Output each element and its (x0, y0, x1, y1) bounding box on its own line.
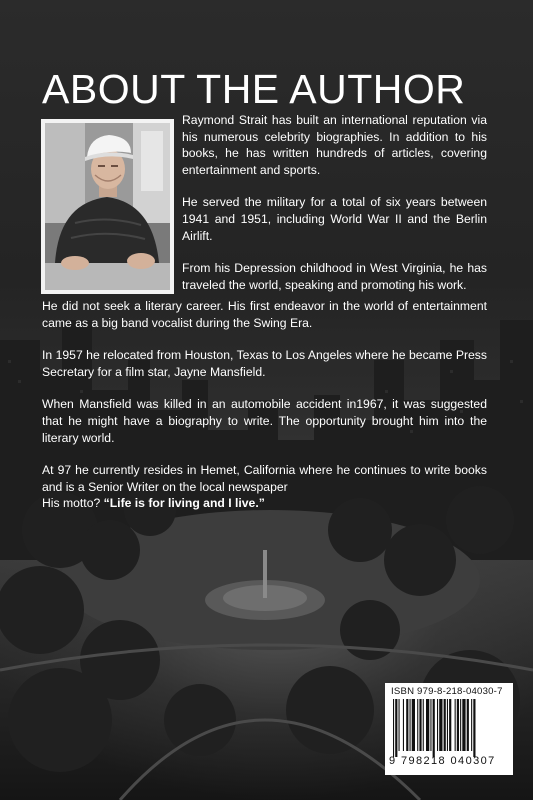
barcode-bar (393, 699, 394, 757)
bio-paragraph: Raymond Strait has built an international reputation via his numerous celebrity biographies. In addition to his books, he has written hundreds of articles, covering entertainment and sports. (182, 113, 487, 177)
bio-paragraph: He did not seek a literary career. His first endeavor in the world of entertainment came as a big band vocalist during the Swing Era. (42, 299, 487, 330)
barcode-bar (449, 699, 451, 751)
barcode-bar (417, 699, 418, 751)
bio-paragraph: From his Depression childhood in West Virginia, he has traveled the world, speaking and promoting his work. (182, 261, 487, 292)
barcode-bar (419, 699, 421, 751)
barcode-bar (467, 699, 469, 751)
barcode-bar (460, 699, 461, 751)
barcode-bar (473, 699, 475, 757)
barcode-digits: 9 798218 040307 (389, 755, 496, 767)
author-bio-side (182, 112, 487, 309)
barcode-bar (395, 699, 397, 757)
motto-prefix: His motto? (42, 496, 104, 511)
isbn-barcode (385, 683, 513, 775)
barcode-bar (403, 699, 404, 751)
motto-line (42, 495, 487, 512)
barcode-bar (412, 699, 415, 751)
barcode-bar (444, 699, 446, 751)
barcode-bar (423, 699, 424, 751)
bio-paragraph: He served the military for a total of six years between 1941 and 1951, including World War II and the Berlin Airlift. (182, 195, 487, 243)
bio-paragraph: In 1957 he relocated from Houston, Texas to Los Angeles where he became Press Secretary for a film star, Jayne Mansfield. (42, 348, 487, 379)
author-photo (41, 119, 174, 294)
barcode-bar (471, 699, 472, 751)
barcode-bar (447, 699, 448, 751)
barcode-icon (389, 699, 509, 757)
barcode-bar (433, 699, 435, 757)
barcode-bar (457, 699, 459, 751)
bio-paragraph: When Mansfield was killed in an automobile accident in1967, it was suggested that he might have a biography to write. The opportunity brought him into the literary world. (42, 397, 487, 445)
barcode-bar (399, 699, 400, 751)
barcode-bar (410, 699, 411, 751)
barcode-bar (430, 699, 431, 751)
page-title: ABOUT THE AUTHOR (42, 66, 466, 112)
author-motto: “Life is for living and I live.” (103, 496, 265, 511)
barcode-bar (437, 699, 438, 751)
barcode-bar (455, 699, 456, 751)
bio-paragraph: At 97 he currently resides in Hemet, California where he continues to write books and is a Senior Writer on the local newspaper (42, 463, 487, 494)
barcode-bar (439, 699, 442, 751)
author-bio-main (42, 298, 487, 512)
author-portrait-icon (45, 123, 170, 290)
barcode-bar (426, 699, 429, 751)
isbn-label: ISBN 979-8-218-04030-7 (391, 686, 503, 697)
barcode-bar (462, 699, 465, 751)
barcode-bar (406, 699, 408, 751)
